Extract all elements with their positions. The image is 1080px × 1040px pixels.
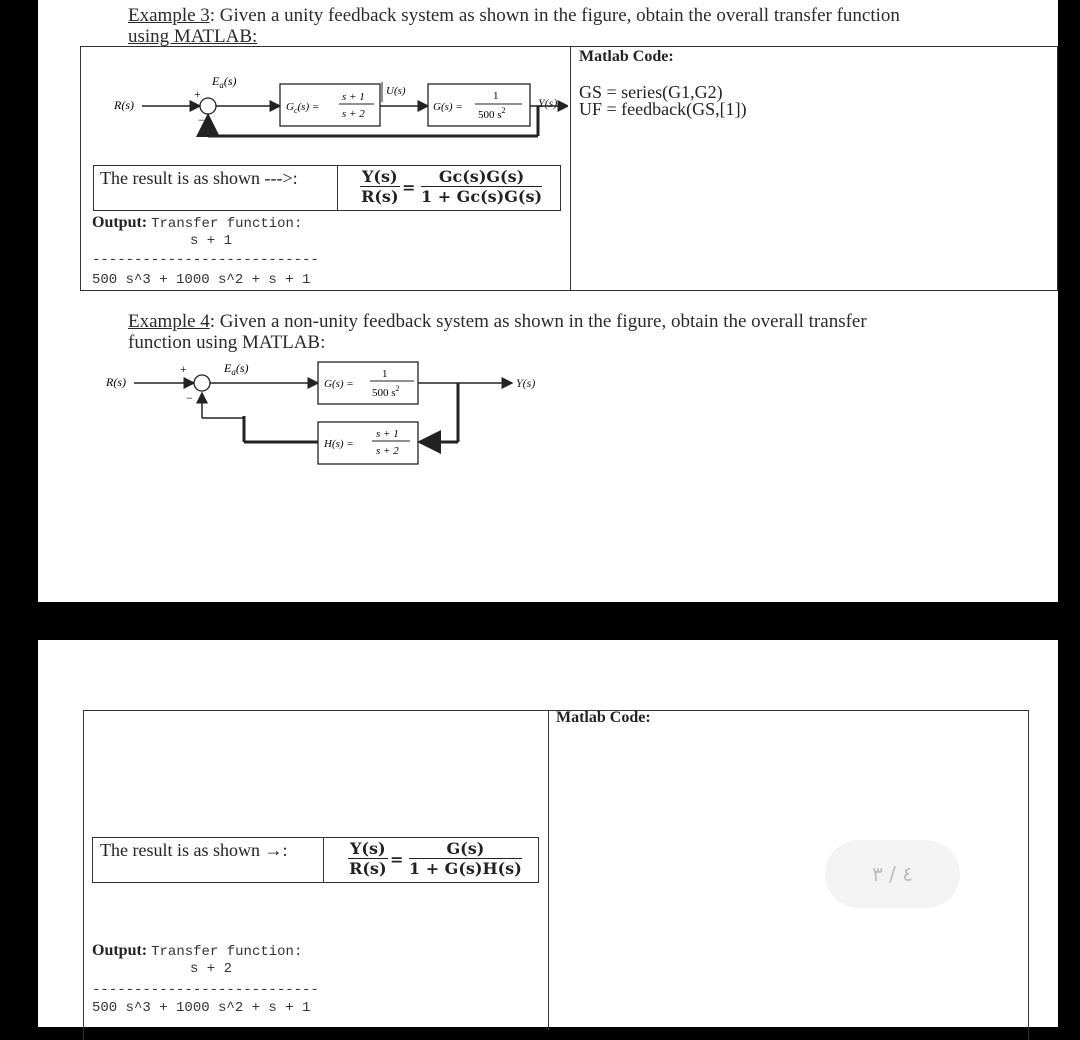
h-label: H(s) = xyxy=(324,438,354,450)
example-3-label: Example 3 xyxy=(128,5,210,26)
gc-label: $G_c(s)$ = xyxy=(286,101,320,115)
u-label: U(s) xyxy=(386,85,406,97)
gc-numerator: s + 1 xyxy=(342,91,365,103)
input-label: R(s) xyxy=(114,98,134,112)
minus-sign: − xyxy=(198,113,205,127)
table-divider xyxy=(570,46,571,291)
matlab-code-title: Matlab Code: xyxy=(579,48,674,65)
output-label: Y(s) xyxy=(538,96,558,110)
output-label: Y(s) xyxy=(516,376,536,390)
error-label: $E_a(s)$ xyxy=(212,74,237,90)
page-1 xyxy=(38,0,1058,602)
formula-rhs-num: G(s) xyxy=(409,839,522,859)
g-numerator: 1 xyxy=(493,90,499,102)
input-label: R(s) xyxy=(106,375,126,389)
gc-denominator: s + 2 xyxy=(342,108,365,120)
output-numerator: s + 1 xyxy=(190,233,233,249)
code-line-2: UF = feedback(GS,[1]) xyxy=(579,99,747,119)
output-dashes: --------------------------- xyxy=(92,982,319,998)
example-3-heading xyxy=(128,5,900,47)
summing-junction xyxy=(194,375,210,391)
output-label-text: Output: xyxy=(92,942,148,959)
output-numerator: s + 2 xyxy=(190,961,233,977)
output-tf: Transfer function: xyxy=(151,216,303,232)
result-divider xyxy=(337,165,338,211)
example-4-label: Example 4 xyxy=(128,311,210,332)
formula-lhs-den: R(s) xyxy=(349,859,387,878)
formula-lhs-den: R(s) xyxy=(361,187,399,206)
matlab-code-block xyxy=(579,84,747,118)
g-numerator: 1 xyxy=(382,368,388,380)
code-line-1: GS = series(G1,G2) xyxy=(579,82,723,102)
result-text: The result is as shown →: xyxy=(100,840,288,860)
output-tf: Transfer function: xyxy=(151,944,303,960)
page-number-badge: ٤ / ٣ xyxy=(825,840,960,908)
summing-junction xyxy=(200,98,216,114)
output-label-text: Output: xyxy=(92,214,148,231)
formula-rhs xyxy=(421,167,542,206)
matlab-code-title: Matlab Code: xyxy=(556,709,651,726)
example-3-block-diagram xyxy=(108,62,568,140)
formula-rhs-den: 1 + Gc(s)G(s) xyxy=(421,187,543,206)
output-block xyxy=(92,214,302,250)
controller-block xyxy=(280,84,380,126)
formula-lhs xyxy=(348,839,388,878)
g-label: G(s) = xyxy=(324,378,354,390)
formula-rhs-den: 1 + G(s)H(s) xyxy=(409,859,522,878)
formula-rhs-num: Gc(s)G(s) xyxy=(421,167,542,187)
example-3-heading-line2: using MATLAB: xyxy=(128,26,258,47)
formula-lhs xyxy=(360,167,400,206)
error-label: $E_a(s)$ xyxy=(224,361,249,377)
example-4-heading xyxy=(128,311,867,353)
output-denominator: 500 s^3 + 1000 s^2 + s + 1 xyxy=(92,1000,311,1016)
h-numerator: s + 1 xyxy=(376,428,399,440)
result-text: The result is as shown --->: xyxy=(100,168,298,188)
example-3-heading-text: : Given a unity feedback system as shown in the figure, obtain the overall transfer function xyxy=(209,5,900,26)
g-label: G(s) = xyxy=(433,101,463,113)
h-denominator: s + 2 xyxy=(376,445,399,457)
equals-sign: = xyxy=(402,178,416,197)
output-dashes: --------------------------- xyxy=(92,252,319,268)
page-2 xyxy=(38,640,1058,1027)
result-divider xyxy=(323,837,324,883)
equals-sign: = xyxy=(390,850,404,869)
formula-lhs-num: Y(s) xyxy=(362,167,398,186)
minus-sign: − xyxy=(186,391,193,405)
plus-sign: + xyxy=(180,362,187,376)
output-denominator: 500 s^3 + 1000 s^2 + s + 1 xyxy=(92,272,311,288)
example-4-heading-line2: function using MATLAB: xyxy=(128,332,326,353)
output-block xyxy=(92,942,302,978)
formula-lhs-num: Y(s) xyxy=(350,839,386,858)
g-denominator: 500 $s^2$ xyxy=(478,106,506,121)
plus-sign: + xyxy=(194,87,201,101)
formula-rhs xyxy=(409,839,522,878)
table-divider xyxy=(548,710,549,1030)
example-4-heading-text: : Given a non-unity feedback system as shown in the figure, obtain the overall transfer xyxy=(209,311,867,332)
example-4-block-diagram xyxy=(100,358,520,468)
g-denominator: 500 $s^2$ xyxy=(372,384,400,399)
